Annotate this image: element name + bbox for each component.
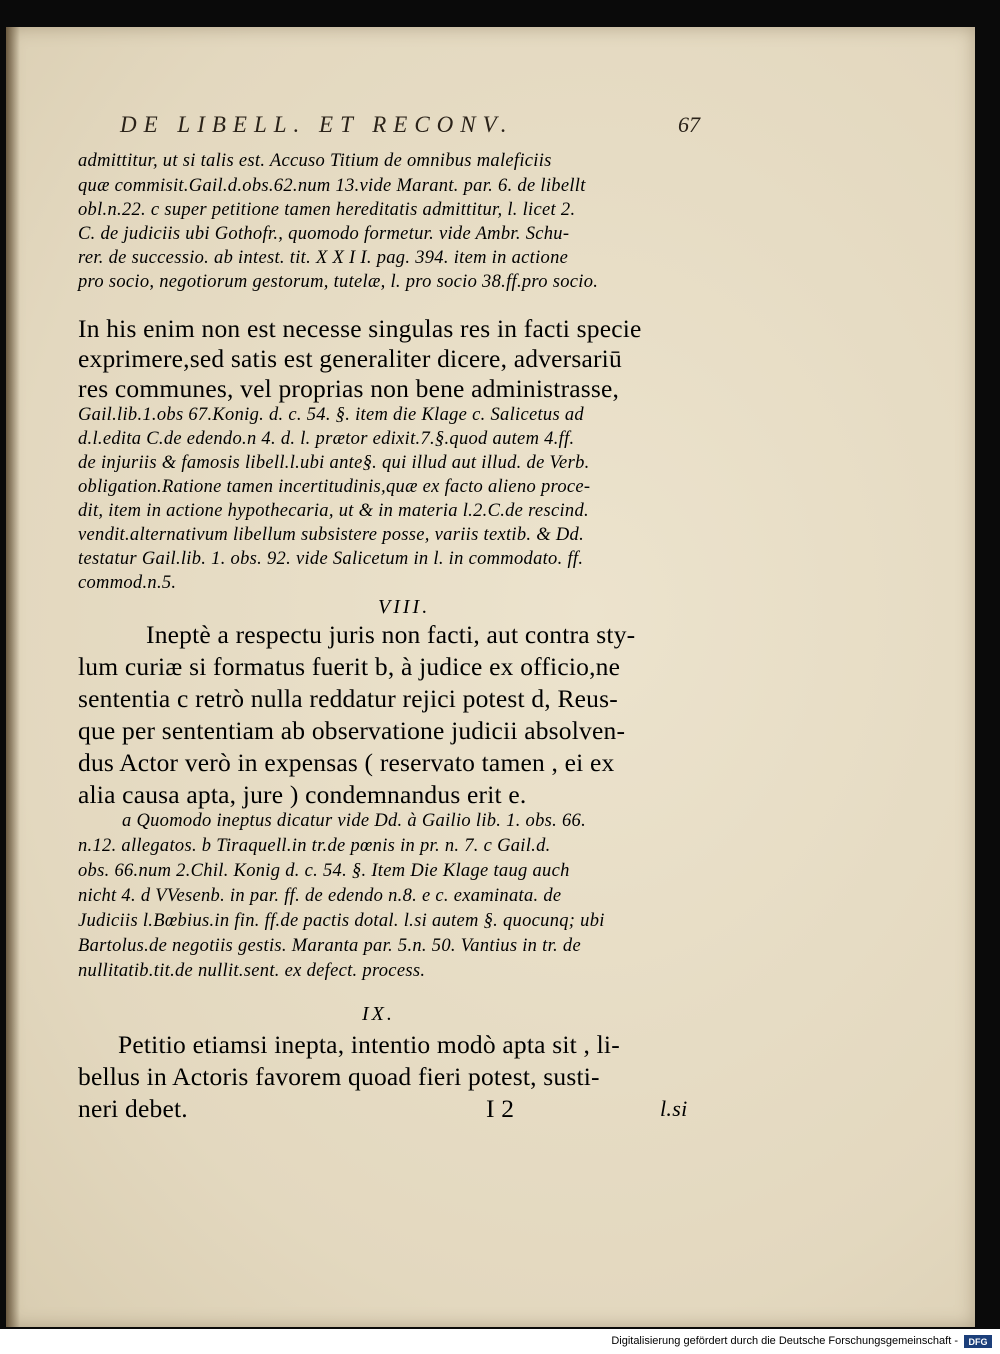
text-line: Petitio etiamsi inepta, intentio modò apta sit , li- (118, 1030, 620, 1059)
text-line: admittitur, ut si talis est. Accuso Titium de omnibus maleficiis (78, 151, 552, 171)
text-line: bellus in Actoris favorem quoad fieri potest, susti- (78, 1062, 600, 1091)
text-line: testatur Gail.lib. 1. obs. 92. vide Salicetum in l. in commodato. ff. (78, 549, 584, 569)
signature-mark (486, 1096, 546, 1122)
text-line: de injuriis & famosis libell.l.ubi ante§. qui illud aut illud. de Verb. (78, 453, 590, 473)
text-line: d.l.edita C.de edendo.n 4. d. l. prætor edixit.7.§.quod autem 4.ff. (78, 429, 575, 449)
text-line: que per sententiam ab observatione judicii absolven- (78, 716, 626, 745)
main-paragraph-1 (78, 316, 718, 406)
text-line: res communes, vel proprias non bene administrasse, (78, 374, 620, 403)
signature: I 2 (486, 1094, 515, 1123)
text-line: C. de judiciis ubi Gothofr., quomodo formetur. vide Ambr. Schu- (78, 224, 570, 244)
footnote-line: nullitatib.tit.de nullit.sent. ex defect. process. (78, 961, 426, 981)
text-line: Ineptè a respectu juris non facti, aut contra sty- (146, 620, 636, 649)
section-number-ix (362, 1004, 482, 1024)
text-line: In his enim non est necesse singulas res in facti specie (78, 314, 642, 343)
citation-paragraph-1 (78, 152, 718, 297)
text-line: rer. de successio. ab intest. tit. X X I I. pag. 394. item in actione (78, 248, 569, 268)
text-line: sententia c retrò nulla reddatur rejici potest d, Reus- (78, 684, 618, 713)
page-number: 67 (678, 112, 700, 137)
catchword-text: l.si (660, 1096, 688, 1121)
text-line: obl.n.22. c super petitione tamen hereditatis admittitur, l. licet 2. (78, 200, 576, 220)
text-line: alia causa apta, jure ) condemnandus erit e. (78, 780, 527, 809)
text-line: Gail.lib.1.obs 67.Konig. d. c. 54. §. item die Klage c. Salicetus ad (78, 405, 584, 425)
text-line: commod.n.5. (78, 573, 177, 593)
footnote-line: obs. 66.num 2.Chil. Konig d. c. 54. §. Item Die Klage taug auch (78, 861, 570, 881)
dfg-logo: DFG (964, 1335, 992, 1348)
section-number: VIII. (378, 596, 431, 618)
page-header (120, 112, 700, 142)
footnote-line: a Quomodo ineptus dicatur vide Dd. à Gailio lib. 1. obs. 66. (122, 811, 587, 831)
running-head: DE LIBELL. ET RECONV. (120, 112, 514, 137)
text-line: lum curiæ si formatus fuerit b, à judice ex officio,ne (78, 652, 621, 681)
catchword (660, 1098, 720, 1120)
text-line: neri debet. (78, 1094, 188, 1123)
text-line: exprimere,sed satis est generaliter dicere, adversariū (78, 344, 622, 373)
funding-credit: Digitalisierung gefördert durch die Deutsche Forschungsgemeinschaft - (611, 1335, 958, 1347)
main-paragraph-2 (78, 622, 718, 814)
text-line: obligation.Ratione tamen incertitudinis,quæ ex facto alieno proce- (78, 477, 591, 497)
text-line: vendit.alternativum libellum subsistere posse, variis textib. & Dd. (78, 525, 585, 545)
citation-paragraph-2 (78, 406, 718, 598)
text-line: quæ commisit.Gail.d.obs.62.num 13.vide Marant. par. 6. de libellt (78, 176, 586, 196)
text-line: dus Actor verò in expensas ( reservato tamen , ei ex (78, 748, 615, 777)
text-line: pro socio, negotiorum gestorum, tutelæ, l. pro socio 38.ff.pro socio. (78, 272, 599, 292)
footnote-line: n.12. allegatos. b Tiraquell.in tr.de pœnis in pr. n. 7. c Gail.d. (78, 836, 551, 856)
page-gutter-shadow (6, 27, 20, 1327)
footnote-line: Judiciis l.Bœbius.in fin. ff.de pactis dotal. l.si autem §. quocunq; ubi (78, 911, 605, 931)
main-paragraph-3 (78, 1032, 718, 1128)
section-number: IX. (362, 1003, 395, 1025)
footer-bar (0, 1329, 1000, 1354)
footnotes (78, 812, 718, 987)
footnote-line: nicht 4. d VVesenb. in par. ff. de edendo n.8. e c. examinata. de (78, 886, 562, 906)
footnote-line: Bartolus.de negotiis gestis. Maranta par. 5.n. 50. Vantius in tr. de (78, 936, 581, 956)
text-line: dit, item in actione hypothecaria, ut & in materia l.2.C.de rescind. (78, 501, 589, 521)
section-number-viii (378, 597, 498, 617)
